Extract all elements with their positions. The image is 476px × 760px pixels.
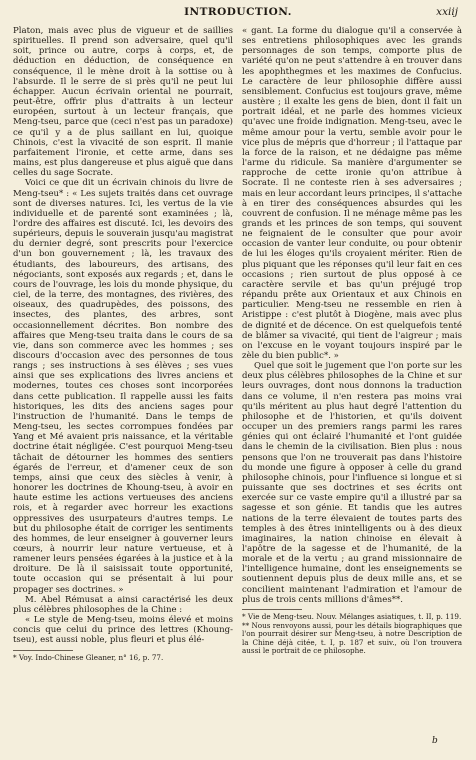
right-footnote-2: ** Nous renvoyons aussi, pour les détails biographiques que l'on pourrait désirer sur Meng-tseu, à notre Description de la Chine déjà citée, t. I, p. 187 et suiv., où l'on trouvera aussi le portrait de ce philosophe. (242, 620, 462, 656)
page-number: xxiij (436, 6, 458, 18)
right-paragraph-1: « gant. La forme du dialogue qu'il a conservée à ses entretiens philosophiques avec les grands personnages de son temps, comporte plus de variété qu'on ne peut s'attendre à en trouver dans les apophthegmes et les maximes de Confucius. Le caractère de leur philosophie diffère aussi sensiblement. Confucius est toujours grave, même austère ; il exalte les gens de bien, dont il fait un portrait idéal, et ne parle des hommes vicieux qu'avec une froide indignation. Meng-tseu, avec le même amour pour la vertu, semble avoir pour le vice plus de mépris que d'horreur ; il l'attaque par la force de la raison, et ne dédaigne pas même l'arme du ridicule. Sa manière d'argumenter se rapproche de cette ironie qu'on attribue à Socrate. Il ne conteste rien à ses adversaires ; mais en leur accordant leurs principes, il s'attache à en tirer des conséquences absurdes qui les couvrent de confusion. Il ne ménage même pas les grands et les princes de son temps, qui souvent ne feignaient de le consulter que pour avoir occasion de vanter leur conduite, ou pour obtenir de lui les éloges qu'ils croyaient mériter. Rien de plus piquant que les réponses qu'il leur fait en ces occasions ; rien surtout de plus opposé à ce caractère servile et bas qu'un préjugé trop répandu prête aux Orientaux et aux Chinois en particulier. Meng-tseu ne ressemble en rien à Aristippe : c'est plutôt à Diogène, mais avec plus de dignité et de décence. On est quelquefois tenté de blâmer sa vivacité, qui tient de l'aigreur ; mais on l'excuse en le voyant toujours inspiré par le zèle du bien public*. » (242, 26, 463, 361)
left-paragraph-2: Voici ce que dit un écrivain chinois du livre de Meng-tseu* : « Les sujets traités dans cet ouvrage sont de diverses natures. Ici, les vertus de la vie individuelle et de parenté sont examinées ; là, l'ordre des affaires est discuté. Ici, les devoirs des supérieurs, depuis le souverain jusqu'au magistrat du dernier degré, sont prescrits pour l'exercice d'un bon gouvernement ; là, les travaux des étudiants, des laboureurs, des artisans, des négociants, sont exposés aux regards ; et, dans le cours de l'ouvrage, les lois du monde physique, du ciel, de la terre, des montagnes, des rivières, des oiseaux, des quadrupèdes, des poissons, des insectes, des plantes, des arbres, sont occasionnellement décrites. Bon nombre des affaires que Meng-tseu traita dans le cours de sa vie, dans son commerce avec les hommes ; ses discours d'occasion avec des personnes de tous rangs ; ses instructions à ses élèves ; ses vues ainsi que ses explications des livres anciens et modernes, toutes ces choses sont incorporées dans cette publication. Il rappelle aussi les faits historiques, les dits des anciens sages pour l'instruction de l'humanité. Dans le temps de Meng-tseu, les sectes corrompues fondées par Yang et Mé avaient pris naissance, et la véritable doctrine était négligée. C'est pourquoi Meng-tseu tâchait de détourner les hommes des sentiers égarés de l'erreur, et d'amener ceux de son temps, ainsi que ceux des siècles à venir, à honorer les doctrines de Khoung-tseu, à avoir en haute estime les actions vertueuses des anciens rois, et à regarder avec horreur les exactions oppressives des usurpateurs d'autres temps. Le but du philosophe était de corriger les sentiments des hommes, de leur enseigner à gouverner leurs cœurs, à nourrir leur nature vertueuse, et à ramener leurs pensées égarées à la justice et à la droiture. De là il saisissait toute opportunité, toute occasion qui se présentait à lui pour propager ses doctrines. » (13, 178, 233, 595)
right-paragraph-2: Quel que soit le jugement que l'on porte sur les deux plus célèbres philosophes de la Chine et sur leurs ouvrages, dont nous donnons la traduction dans ce volume, il n'en restera pas moins vrai qu'ils méritent au plus haut degré l'attention du philosophe et de l'historien, et qu'ils doivent occuper un des premiers rangs parmi les rares génies qui ont éclairé l'humanité et l'ont guidée dans le chemin de la civilisation. Bien plus : nous pensons que l'on ne trouverait pas dans l'histoire du monde une figure à opposer à celle du grand philosophe chinois, pour l'influence si longue et si puissante que ses doctrines et ses écrits ont exercée sur ce vaste empire qu'il a illustré par sa sagesse et son génie. Et tandis que les autres nations de la terre élevaient de toutes parts des temples à des êtres inintelligents ou à des dieux imaginaires, la nation chinoise en élevait à l'apôtre de la sagesse et de l'humanité, de la morale et de la vertu ; au grand missionnaire de l'intelligence humaine, dont les enseignements se soutiennent depuis plus de deux mille ans, et se concilient maintenant l'admiration et l'amour de plus de trois cents millions d'âmes**. (242, 361, 462, 605)
right-footnote-1: * Vie de Meng-tseu. Nouv. Mélanges asiatiques, t. II, p. 119. (242, 611, 462, 621)
signature-mark: b (432, 736, 438, 746)
left-paragraph-3: M. Abel Rémusat a ainsi caractérisé les deux plus célèbres philosophes de la Chine : (13, 594, 233, 615)
left-footnote: * Voy. Indo-Chinese Gleaner, n° 16, p. 77. (13, 652, 164, 662)
footnote-rule (13, 650, 73, 651)
page-header (0, 6, 476, 22)
left-paragraph-1: Platon, mais avec plus de vigueur et de saillies spirituelles. Il prend son adversaire, quel qu'il soit, prince ou autre, corps à corps, et, de déduction en déduction, de conséquence en conséquence, il le mène droit à la sottise ou à l'absurde. Il le serre de si près qu'il ne peut lui échapper. Aucun écrivain oriental ne pourrait, peut-être, offrir plus d'attraits à un lecteur européen, surtout à un lecteur français, que Meng-tseu, parce que (ceci n'est pas un paradoxe) ce qu'il y a de plus saillant en lui, quoique Chinois, c'est la vivacité de son esprit. Il manie parfaitement l'ironie, et cette arme, dans ses mains, est plus dangereuse et plus aiguë que dans celles du sage Socrate. (13, 26, 233, 179)
right-column (242, 26, 462, 656)
footnote-rule (242, 609, 302, 610)
left-column (13, 26, 233, 662)
column-gutter (236, 26, 237, 716)
left-paragraph-4: « Le style de Meng-tseu, moins élevé et moins concis que celui du prince des lettres (Khoung-tseu), est aussi noble, plus fleuri et plus élé- (13, 615, 233, 646)
running-title: INTRODUCTION. (184, 6, 292, 18)
